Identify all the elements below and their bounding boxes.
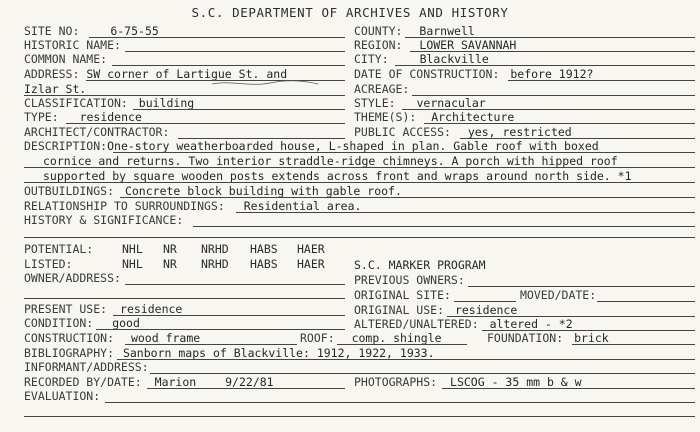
description-line-3: supported by square wooden posts extends across front and wraps around north side. *1: [43, 169, 632, 183]
historic-name-label: HISTORIC NAME:: [24, 38, 121, 52]
historic-name-line: [125, 51, 345, 52]
evaluation-row: [24, 389, 100, 403]
roof-value: comp. shingle: [351, 331, 442, 345]
recorded-by-row: [24, 375, 274, 389]
type-row: [24, 110, 142, 124]
original-site-row: [354, 288, 451, 302]
roof-row: [300, 331, 442, 345]
previous-owners-line: [468, 286, 695, 287]
foundation-line: [572, 344, 695, 345]
site-no-value: 6-75-55: [110, 24, 159, 38]
bibliography-label: BIBLIOGRAPHY:: [24, 346, 115, 360]
previous-owners-label: PREVIOUS OWNERS:: [354, 273, 465, 287]
informant-label: INFORMANT/ADDRESS:: [24, 360, 149, 374]
bibliography-value: Sanborn maps of Blackville: 1912, 1922, 1933.: [122, 346, 435, 360]
construction-line: [125, 344, 297, 345]
description-underline-2: [24, 167, 695, 168]
style-value: vernacular: [416, 96, 486, 110]
type-line: [66, 123, 345, 124]
common-name-line: [112, 65, 345, 66]
classification-row: [24, 96, 194, 110]
roof-label: ROOF:: [300, 331, 335, 345]
description-label: DESCRIPTION:: [24, 139, 108, 153]
relationship-label: RELATIONSHIP TO SURROUNDINGS:: [24, 199, 225, 213]
altered-row: [354, 317, 573, 331]
outbuildings-label: OUTBUILDINGS:: [24, 184, 115, 198]
potential-haer: HAER: [297, 242, 325, 256]
recorded-date-value: 9/22/81: [225, 375, 274, 389]
evaluation-label: EVALUATION:: [24, 389, 101, 403]
moved-date-label: MOVED/DATE:: [520, 288, 597, 302]
themes-row: [354, 110, 514, 124]
evaluation-line-1: [105, 402, 695, 403]
architect-label: ARCHITECT/CONTRACTOR:: [24, 125, 170, 139]
informant-line: [150, 373, 695, 374]
history-line-1: [193, 226, 695, 227]
historic-name-row: [24, 38, 121, 52]
public-access-value: yes, restricted: [467, 125, 572, 139]
photographs-value: LSCOG - 35 mm b & w: [450, 375, 582, 389]
marker-program: S.C. MARKER PROGRAM: [354, 258, 486, 272]
listed-nrhd: NRHD: [201, 257, 229, 271]
classification-line: [133, 109, 345, 110]
address-label: ADDRESS:: [24, 67, 80, 81]
classification-label: CLASSIFICATION:: [24, 96, 128, 110]
description-row-3: [43, 169, 632, 183]
construction-value: wood frame: [130, 331, 201, 345]
themes-value: Architecture: [431, 110, 515, 124]
site-no-row: [24, 24, 159, 38]
classification-value: building: [138, 96, 195, 110]
address-value-line2: Izlar St.: [24, 82, 87, 96]
style-row: [354, 96, 486, 110]
recorded-by-line: [147, 388, 345, 389]
evaluation-line-2: [24, 416, 695, 417]
description-row: [24, 139, 599, 153]
common-name-row: [24, 52, 107, 66]
condition-value: good: [112, 316, 140, 330]
public-access-label: PUBLIC ACCESS:: [354, 125, 451, 139]
present-use-row: [24, 302, 182, 316]
potential-habs: HABS: [250, 242, 278, 256]
outbuildings-line: [120, 197, 695, 198]
acreage-label: ACREAGE:: [354, 82, 410, 96]
previous-owners-row: [354, 273, 465, 287]
date-construction-row: [354, 67, 593, 81]
type-value: residence: [79, 110, 142, 124]
bibliography-row: [24, 346, 435, 360]
construction-row: [24, 331, 200, 345]
listed-nr: NR: [163, 257, 177, 271]
potential-nrhd: NRHD: [201, 242, 229, 256]
photographs-row: [354, 375, 582, 389]
recorded-by-label: RECORDED BY/DATE:: [24, 375, 142, 389]
potential-nhl: NHL: [122, 242, 143, 256]
moved-date-row: [520, 288, 596, 302]
foundation-label: FOUNDATION:: [487, 331, 564, 345]
county-row: [354, 24, 475, 38]
county-value: Barnwell: [419, 24, 475, 38]
foundation-value: brick: [574, 331, 609, 345]
informant-row: [24, 360, 149, 374]
outbuildings-row: [24, 184, 402, 198]
altered-value: altered - *2: [489, 317, 573, 331]
potential-nr: NR: [163, 242, 177, 256]
region-label: REGION:: [354, 38, 403, 52]
description-line-1: One-story weatherboarded house, L-shaped in plan. Gable roof with boxed: [107, 139, 599, 153]
history-line-2: [24, 237, 695, 238]
description-underline-1: [113, 152, 695, 153]
form-title: S.C. DEPARTMENT OF ARCHIVES AND HISTORY: [191, 5, 509, 20]
roof-line: [337, 344, 467, 345]
moved-date-line: [597, 301, 695, 302]
site-no-label: SITE NO:: [24, 24, 80, 38]
address-value-line1: SW corner of Lartigue St. and: [86, 67, 288, 81]
listed-label: LISTED:: [24, 257, 73, 271]
description-underline-3: [24, 182, 695, 183]
photographs-line: [442, 388, 695, 389]
style-label: STYLE:: [354, 96, 396, 110]
themes-label: THEME(S):: [354, 110, 417, 124]
outbuildings-value: Concrete block building with gable roof.: [124, 184, 402, 198]
listed-haer: HAER: [297, 257, 325, 271]
listed-nhl: NHL: [122, 257, 143, 271]
city-row: [354, 52, 489, 66]
relationship-value: Residential area.: [243, 199, 362, 213]
altered-label: ALTERED/UNALTERED:: [354, 317, 479, 331]
address-row-2: [24, 82, 86, 96]
description-line-2: cornice and returns. Two interior straddle-ridge chimneys. A porch with hipped roof: [43, 154, 618, 168]
region-row: [354, 38, 516, 52]
relationship-row: [24, 199, 361, 213]
description-row-2: [43, 154, 618, 168]
listed-row: [24, 257, 72, 271]
architect-row: [24, 125, 169, 139]
county-label: COUNTY:: [354, 24, 403, 38]
potential-label: POTENTIAL:: [24, 242, 94, 256]
date-construction-line: [508, 80, 695, 81]
city-value: Blackville: [419, 52, 489, 66]
photographs-label: PHOTOGRAPHS:: [354, 375, 438, 389]
original-use-row: [354, 303, 517, 317]
region-value: LOWER SAVANNAH: [419, 38, 517, 52]
original-site-label: ORIGINAL SITE:: [354, 288, 451, 302]
city-label: CITY:: [354, 52, 389, 66]
handwritten-mark: [210, 78, 320, 88]
condition-label: CONDITION:: [24, 316, 94, 330]
owner-line-1: [125, 284, 345, 285]
bibliography-line: [117, 359, 695, 360]
present-use-label: PRESENT USE:: [24, 302, 108, 316]
original-use-value: residence: [454, 303, 518, 317]
common-name-label: COMMON NAME:: [24, 52, 108, 66]
listed-habs: HABS: [250, 257, 278, 271]
present-use-value: residence: [120, 302, 183, 316]
city-line: [395, 65, 695, 66]
owner-row: [24, 271, 121, 285]
type-label: TYPE:: [24, 110, 59, 124]
owner-label: OWNER/ADDRESS:: [24, 271, 121, 285]
themes-line: [424, 123, 695, 124]
acreage-row: [354, 82, 409, 96]
original-use-label: ORIGINAL USE:: [354, 303, 445, 317]
history-label: HISTORY & SIGNIFICANCE:: [24, 213, 184, 227]
original-site-line: [454, 301, 516, 302]
present-use-line: [113, 315, 345, 316]
construction-label: CONSTRUCTION:: [24, 331, 115, 345]
condition-row: [24, 316, 140, 330]
condition-line: [96, 329, 345, 330]
history-row: [24, 213, 183, 227]
date-construction-label: DATE OF CONSTRUCTION:: [354, 67, 500, 81]
potential-row: [24, 242, 93, 256]
site-no-line: [89, 37, 345, 38]
date-construction-value: before 1912?: [510, 67, 594, 81]
relationship-line: [236, 212, 695, 213]
public-access-row: [354, 125, 572, 139]
recorded-by-value: Marion: [154, 375, 197, 389]
foundation-row: [487, 331, 609, 345]
owner-line-2: [24, 298, 345, 299]
